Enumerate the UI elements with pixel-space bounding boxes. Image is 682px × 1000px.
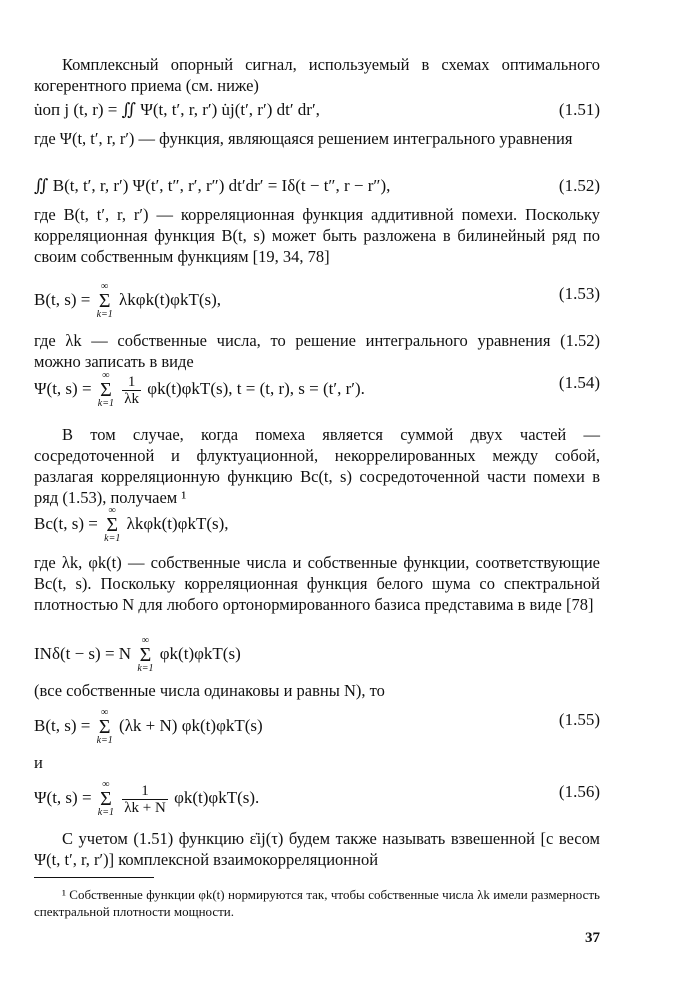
summation-sign: ∞ Σ k=1 (104, 505, 121, 544)
equation-1-55 (34, 708, 600, 748)
equation-body: u̇оп j (t, r) = ∬ Ψ(t, t′, r, r′) u̇j(t′, r′) dt′ dr′, (34, 100, 320, 119)
equation-lhs: INδ(t − s) = N (34, 643, 132, 663)
equation-lhs: B(t, s) = (34, 289, 91, 309)
summation-sign: ∞ Σ k=1 (137, 635, 154, 674)
paragraph-2: где Ψ(t, t′, r, r′) — функция, являющаяся решением интегрального уравнения (34, 129, 573, 148)
summation-sign: ∞ Σ k=1 (97, 779, 114, 818)
equation-number: (1.51) (558, 100, 600, 119)
fraction: $\frac{1}{\lambda k}$ (124, 373, 140, 407)
paragraph-3: где B(t, t′, r, r′) — корреляционная функция аддитивной помехи. Поскольку корреляционная функция B(t, s) может быть разложена в билинейный ряд по своим собственным функциям [19, 34, 78] (34, 205, 600, 266)
equation-rhs: λkφk(t)φkT(s), (126, 513, 229, 533)
equation-rhs: λkφk(t)φkT(s), (119, 289, 222, 309)
equation-1-53 (34, 282, 600, 322)
equation-lhs: Ψ(t, s) = (34, 378, 92, 398)
equation-number: (1.53) (558, 284, 600, 303)
equation-number: (1.54) (558, 373, 600, 392)
page-number: 37 (585, 930, 600, 946)
summation-sign: ∞ Σ k=1 (96, 707, 113, 746)
equation-number: (1.52) (558, 176, 600, 195)
equation-1-54 (34, 371, 600, 411)
equation-rhs: φk(t)φkT(s) (159, 643, 241, 663)
paragraph-7: (все собственные числа одинаковы и равны N), то (34, 681, 385, 700)
equation-lhs: Ψ(t, s) = (34, 787, 92, 807)
equation-number: (1.56) (558, 782, 600, 801)
equation-rhs: φk(t)φkT(s), t = (t, r), s = (t′, r′). (147, 378, 365, 398)
equation-bc (34, 506, 600, 546)
paragraph-8: и (34, 753, 43, 772)
paragraph-5: В том случае, когда помеха является суммой двух частей — сосредоточенной и флуктуационной, некоррелированных между собой, разлагая корреляционную функцию Bc(t, s) сосредоточенной части помехи в ряд (1.53), получаем ¹ (34, 425, 600, 507)
equation-rhs: (λk + N) φk(t)φkT(s) (119, 715, 263, 735)
summation-sign: ∞ Σ k=1 (96, 281, 113, 320)
fraction: $\frac{1}{\lambda k + N}$ (124, 782, 166, 816)
equation-white-noise (34, 636, 600, 676)
equation-body: ∬ B(t, t′, r, r′) Ψ(t′, t″, r′, r″) dt′dr′ = Iδ(t − t″, r − r″), (34, 176, 391, 195)
summation-sign: ∞ Σ k=1 (97, 370, 114, 409)
equation-number: (1.55) (558, 710, 600, 729)
footnote-divider (34, 877, 154, 878)
equation-rhs: φk(t)φkT(s). (174, 787, 260, 807)
paragraph-6: где λk, φk(t) — собственные числа и собственные функции, соответствующие Bc(t, s). Поскольку корреляционная функция белого шума со спектральной плотностью N для любого ортонормированного базиса представима в виде [78] (34, 553, 600, 614)
paragraph-1: Комплексный опорный сигнал, используемый в схемах оптимального когерентного приема (см. ниже) (34, 55, 600, 95)
equation-lhs: B(t, s) = (34, 715, 91, 735)
paragraph-4: где λk — собственные числа, то решение интегрального уравнения (1.52) можно записать в виде (34, 331, 600, 371)
paragraph-9: С учетом (1.51) функцию ε̇ij(τ) будем также называть взвешенной [с весом Ψ(t, t′, r, r′)] комплексной взаимокорреляционной (34, 829, 600, 869)
equation-lhs: Bc(t, s) = (34, 513, 98, 533)
equation-1-56 (34, 780, 600, 820)
footnote: ¹ Собственные функции φk(t) нормируются так, чтобы собственные числа λk имели размерность спектральной плотности мощности. (34, 887, 600, 919)
